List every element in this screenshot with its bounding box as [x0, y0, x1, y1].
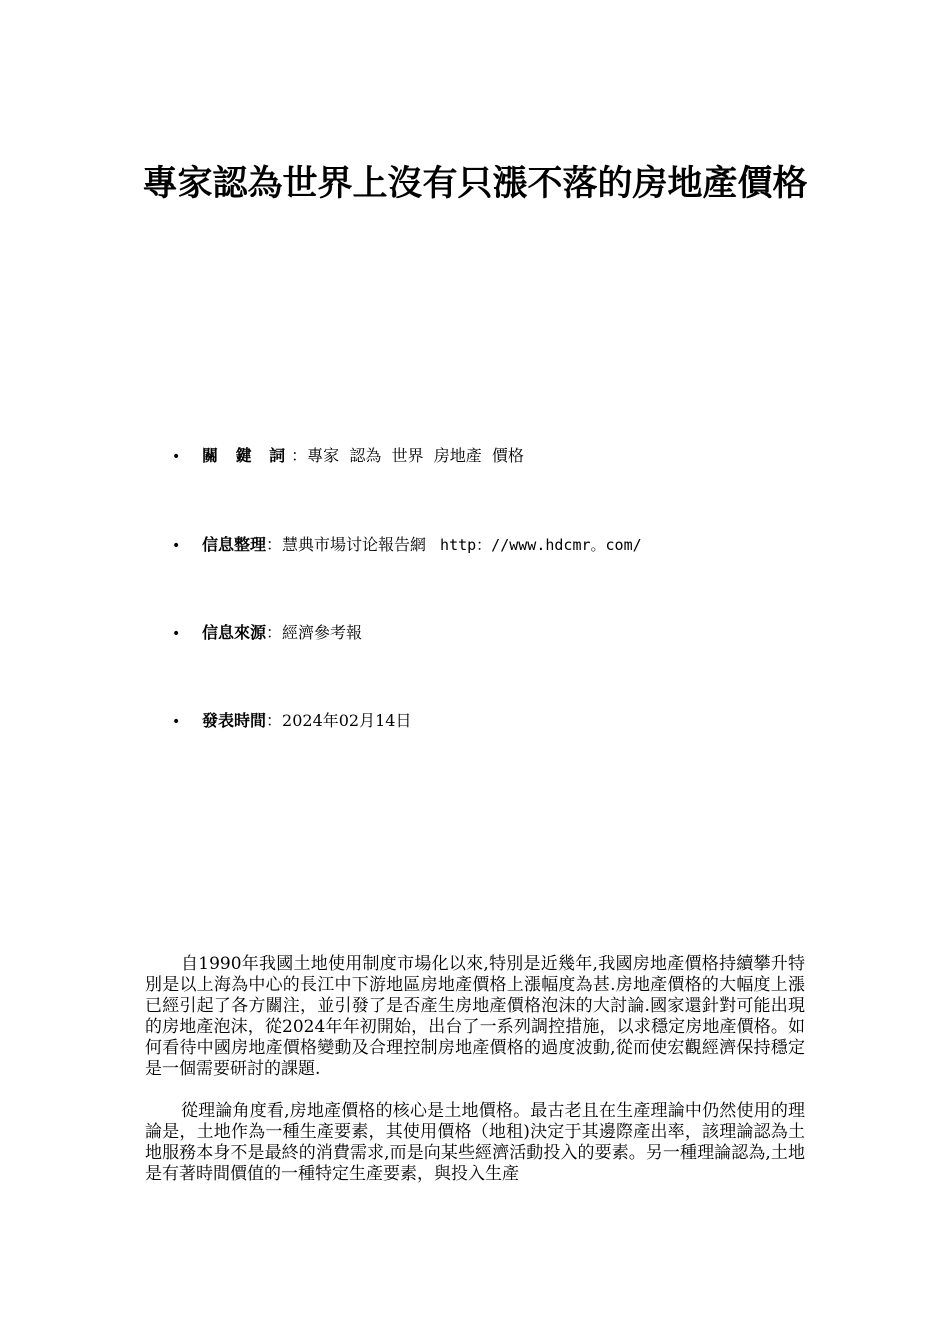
bullet-icon: •	[172, 538, 181, 554]
publish-date-value: 2024年02月14日	[282, 711, 412, 730]
publish-date-label: 發表時間	[202, 711, 267, 730]
bullet-icon: •	[172, 449, 181, 465]
bullet-icon: •	[172, 626, 181, 642]
keywords-separator: ：	[291, 446, 308, 465]
meta-item-compiled-by	[172, 534, 642, 557]
body-paragraph: 自1990年我國土地使用制度市場化以來,特別是近幾年,我國房地產價格持續攀升特別是以上海為中心的長江中下游地區房地產價格上漲幅度為甚.房地產價格的大幅度上漲已經引起了各方關注，並引發了是否產生房地產價格泡沫的大討論.國家還針對可能出現的房地產泡沫，從2024年年初開始，出台了一系列調控措施，以求穩定房地產價格。如何看待中國房地產價格變動及合理控制房地產價格的過度波動,從而使宏觀經濟保持穩定是一個需要研討的課題.	[145, 954, 805, 1079]
body-paragraph: 從理論角度看,房地產價格的核心是土地價格。最古老且在生產理論中仍然使用的理論是，土地作為一種生產要素，其使用價格（地租)決定于其邊際產出率，該理論認為土地服務本身不是最終的消費需求,而是向某些經濟活動投入的要素。另一種理論認為,土地是有著時間價值的一種特定生產要素，與投入生產	[145, 1101, 805, 1184]
bullet-icon: •	[172, 714, 181, 730]
compiled-by-label: 信息整理	[202, 535, 267, 554]
article-body	[145, 954, 805, 1206]
keywords-value: 專家 認為 世界 房地產 價格	[307, 446, 524, 465]
source-url-link[interactable]: http：//www.hdcmr。com/	[440, 536, 642, 554]
keywords-label: 關 鍵 詞	[202, 446, 292, 465]
meta-item-source	[172, 622, 362, 645]
meta-item-publish-date	[172, 710, 411, 733]
source-label: 信息來源	[202, 623, 267, 642]
meta-item-keywords	[172, 445, 524, 468]
source-separator: ：	[266, 623, 283, 642]
source-value: 經濟參考報	[282, 623, 363, 642]
publish-date-separator: ：	[266, 711, 283, 730]
document-title: 專家認為世界上沒有只漲不落的房地產價格	[142, 163, 808, 204]
compiled-by-value: 慧典市場讨论報告網	[282, 535, 427, 554]
compiled-by-separator: ：	[266, 535, 283, 554]
